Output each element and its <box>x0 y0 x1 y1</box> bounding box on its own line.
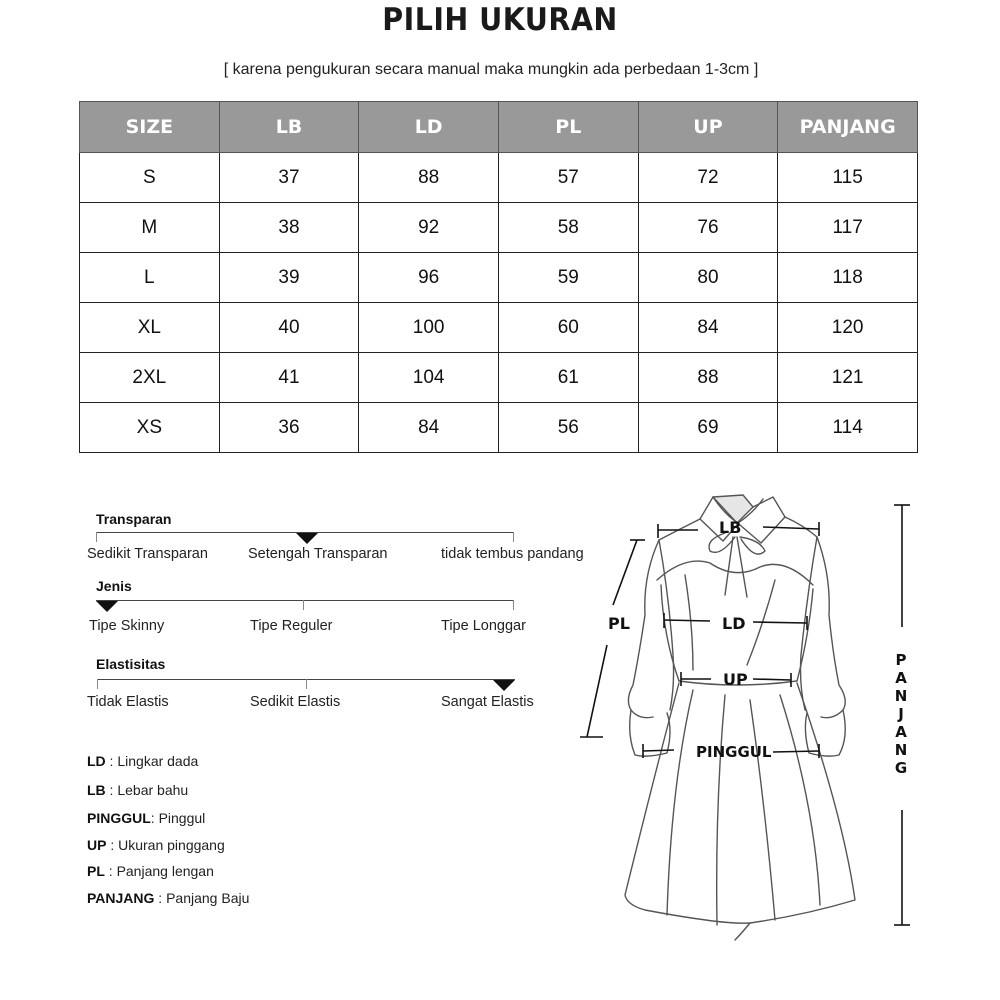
measurement-note: [ karena pengukuran secara manual maka mungkin ada perbedaan 1-3cm ] <box>223 61 759 78</box>
svg-text:N: N <box>894 687 908 705</box>
cell-up: 80 <box>638 253 778 303</box>
page-title: PILIH UKURAN <box>382 2 618 38</box>
cell-lb: 37 <box>219 153 359 203</box>
legend-abbr: PANJANG <box>87 890 155 906</box>
cell-up: 84 <box>638 303 778 353</box>
selected-marker-icon <box>493 680 515 691</box>
cell-panjang: 121 <box>778 353 918 403</box>
cell-up: 76 <box>638 203 778 253</box>
cell-lb: 39 <box>219 253 359 303</box>
scale-tick <box>306 679 307 689</box>
cell-pl: 56 <box>498 403 638 453</box>
scale-label: Tipe Reguler <box>250 618 333 634</box>
cell-lb: 36 <box>219 403 359 453</box>
legend-desc: Panjang Baju <box>166 890 250 906</box>
legend-desc: Pinggul <box>158 810 206 826</box>
cell-size: L <box>80 253 220 303</box>
cell-panjang: 115 <box>778 153 918 203</box>
table-row <box>80 353 918 403</box>
table-row <box>80 403 918 453</box>
pinggul-label: PINGGUL <box>696 743 772 761</box>
scale-title: Transparan <box>96 511 172 527</box>
scale-label: Sedikit Transparan <box>87 546 208 562</box>
column-header-size: SIZE <box>80 102 220 153</box>
panjang-vertical-label <box>895 651 908 777</box>
legend-desc: Lebar bahu <box>117 782 189 798</box>
table-row <box>80 303 918 353</box>
table-header-row <box>80 102 918 153</box>
cell-pl: 58 <box>498 203 638 253</box>
lb-line-right <box>763 527 819 529</box>
column-header-up: UP <box>638 102 778 153</box>
cell-size: 2XL <box>80 353 220 403</box>
cell-ld: 100 <box>359 303 499 353</box>
svg-text:J: J <box>898 705 904 723</box>
legend-sep: : <box>105 782 118 798</box>
column-header-pl: PL <box>498 102 638 153</box>
legend-abbr: UP <box>87 837 107 853</box>
lb-label: LB <box>719 518 742 537</box>
scale-tick <box>513 600 514 610</box>
legend-desc: Panjang lengan <box>116 863 214 879</box>
cell-ld: 104 <box>359 353 499 403</box>
column-header-panjang: PANJANG <box>778 102 918 153</box>
legend-abbr: PINGGUL <box>87 810 151 826</box>
column-header-lb: LB <box>219 102 359 153</box>
legend-sep: : <box>105 753 118 769</box>
table-row <box>80 253 918 303</box>
cell-size: M <box>80 203 220 253</box>
scale-label: tidak tembus pandang <box>441 546 584 562</box>
cell-panjang: 120 <box>778 303 918 353</box>
cell-up: 72 <box>638 153 778 203</box>
selected-marker-icon <box>296 533 318 544</box>
column-header-ld: LD <box>359 102 499 153</box>
legend-abbr: LD <box>87 753 106 769</box>
cell-lb: 38 <box>219 203 359 253</box>
legend-sep: : <box>154 890 167 906</box>
legend-item-lb <box>87 782 188 798</box>
scale-line <box>96 600 514 601</box>
legend-item-pl <box>87 863 214 879</box>
pl-label: PL <box>608 614 630 633</box>
svg-text:P: P <box>895 651 907 669</box>
scale-tick <box>303 600 304 610</box>
cell-size: S <box>80 153 220 203</box>
cell-pl: 60 <box>498 303 638 353</box>
cell-panjang: 114 <box>778 403 918 453</box>
cell-ld: 84 <box>359 403 499 453</box>
legend-sep: : <box>106 837 119 853</box>
cell-ld: 92 <box>359 203 499 253</box>
cell-size: XS <box>80 403 220 453</box>
scale-tick <box>97 679 98 689</box>
svg-text:G: G <box>894 759 908 777</box>
legend-item-up <box>87 837 225 853</box>
scale-label: Tidak Elastis <box>87 694 169 710</box>
cell-lb: 41 <box>219 353 359 403</box>
legend-desc: Lingkar dada <box>117 753 199 769</box>
legend-abbr: PL <box>87 863 105 879</box>
up-label: UP <box>723 670 748 689</box>
cell-pl: 61 <box>498 353 638 403</box>
legend-item-ld <box>87 753 198 769</box>
selected-marker-icon <box>96 601 118 612</box>
cell-lb: 40 <box>219 303 359 353</box>
cell-up: 69 <box>638 403 778 453</box>
size-chart-table <box>79 101 918 453</box>
ld-label: LD <box>722 614 746 633</box>
scale-label: Tipe Longgar <box>441 618 526 634</box>
cell-up: 88 <box>638 353 778 403</box>
legend-item-panjang <box>87 890 249 906</box>
legend-sep: : <box>150 810 159 826</box>
scale-tick <box>96 532 97 542</box>
cell-pl: 59 <box>498 253 638 303</box>
scale-label: Tipe Skinny <box>89 618 165 634</box>
cell-ld: 96 <box>359 253 499 303</box>
scale-label: Setengah Transparan <box>248 546 388 562</box>
cell-panjang: 117 <box>778 203 918 253</box>
cell-panjang: 118 <box>778 253 918 303</box>
dress-measurement-diagram <box>575 485 945 960</box>
scale-tick <box>513 532 514 542</box>
legend-abbr: LB <box>87 782 106 798</box>
svg-text:A: A <box>895 669 907 687</box>
cell-pl: 57 <box>498 153 638 203</box>
scale-label: Sedikit Elastis <box>250 694 341 710</box>
legend-sep: : <box>104 863 117 879</box>
legend-item-pinggul <box>87 810 205 826</box>
cell-ld: 88 <box>359 153 499 203</box>
dress-illustration-icon <box>625 495 855 940</box>
table-row <box>80 203 918 253</box>
table-row <box>80 153 918 203</box>
legend-desc: Ukuran pinggang <box>118 837 225 853</box>
svg-text:N: N <box>894 741 908 759</box>
scale-label: Sangat Elastis <box>441 694 534 710</box>
cell-size: XL <box>80 303 220 353</box>
scale-title: Jenis <box>96 578 132 594</box>
svg-text:A: A <box>895 723 907 741</box>
scale-title: Elastisitas <box>96 656 166 672</box>
